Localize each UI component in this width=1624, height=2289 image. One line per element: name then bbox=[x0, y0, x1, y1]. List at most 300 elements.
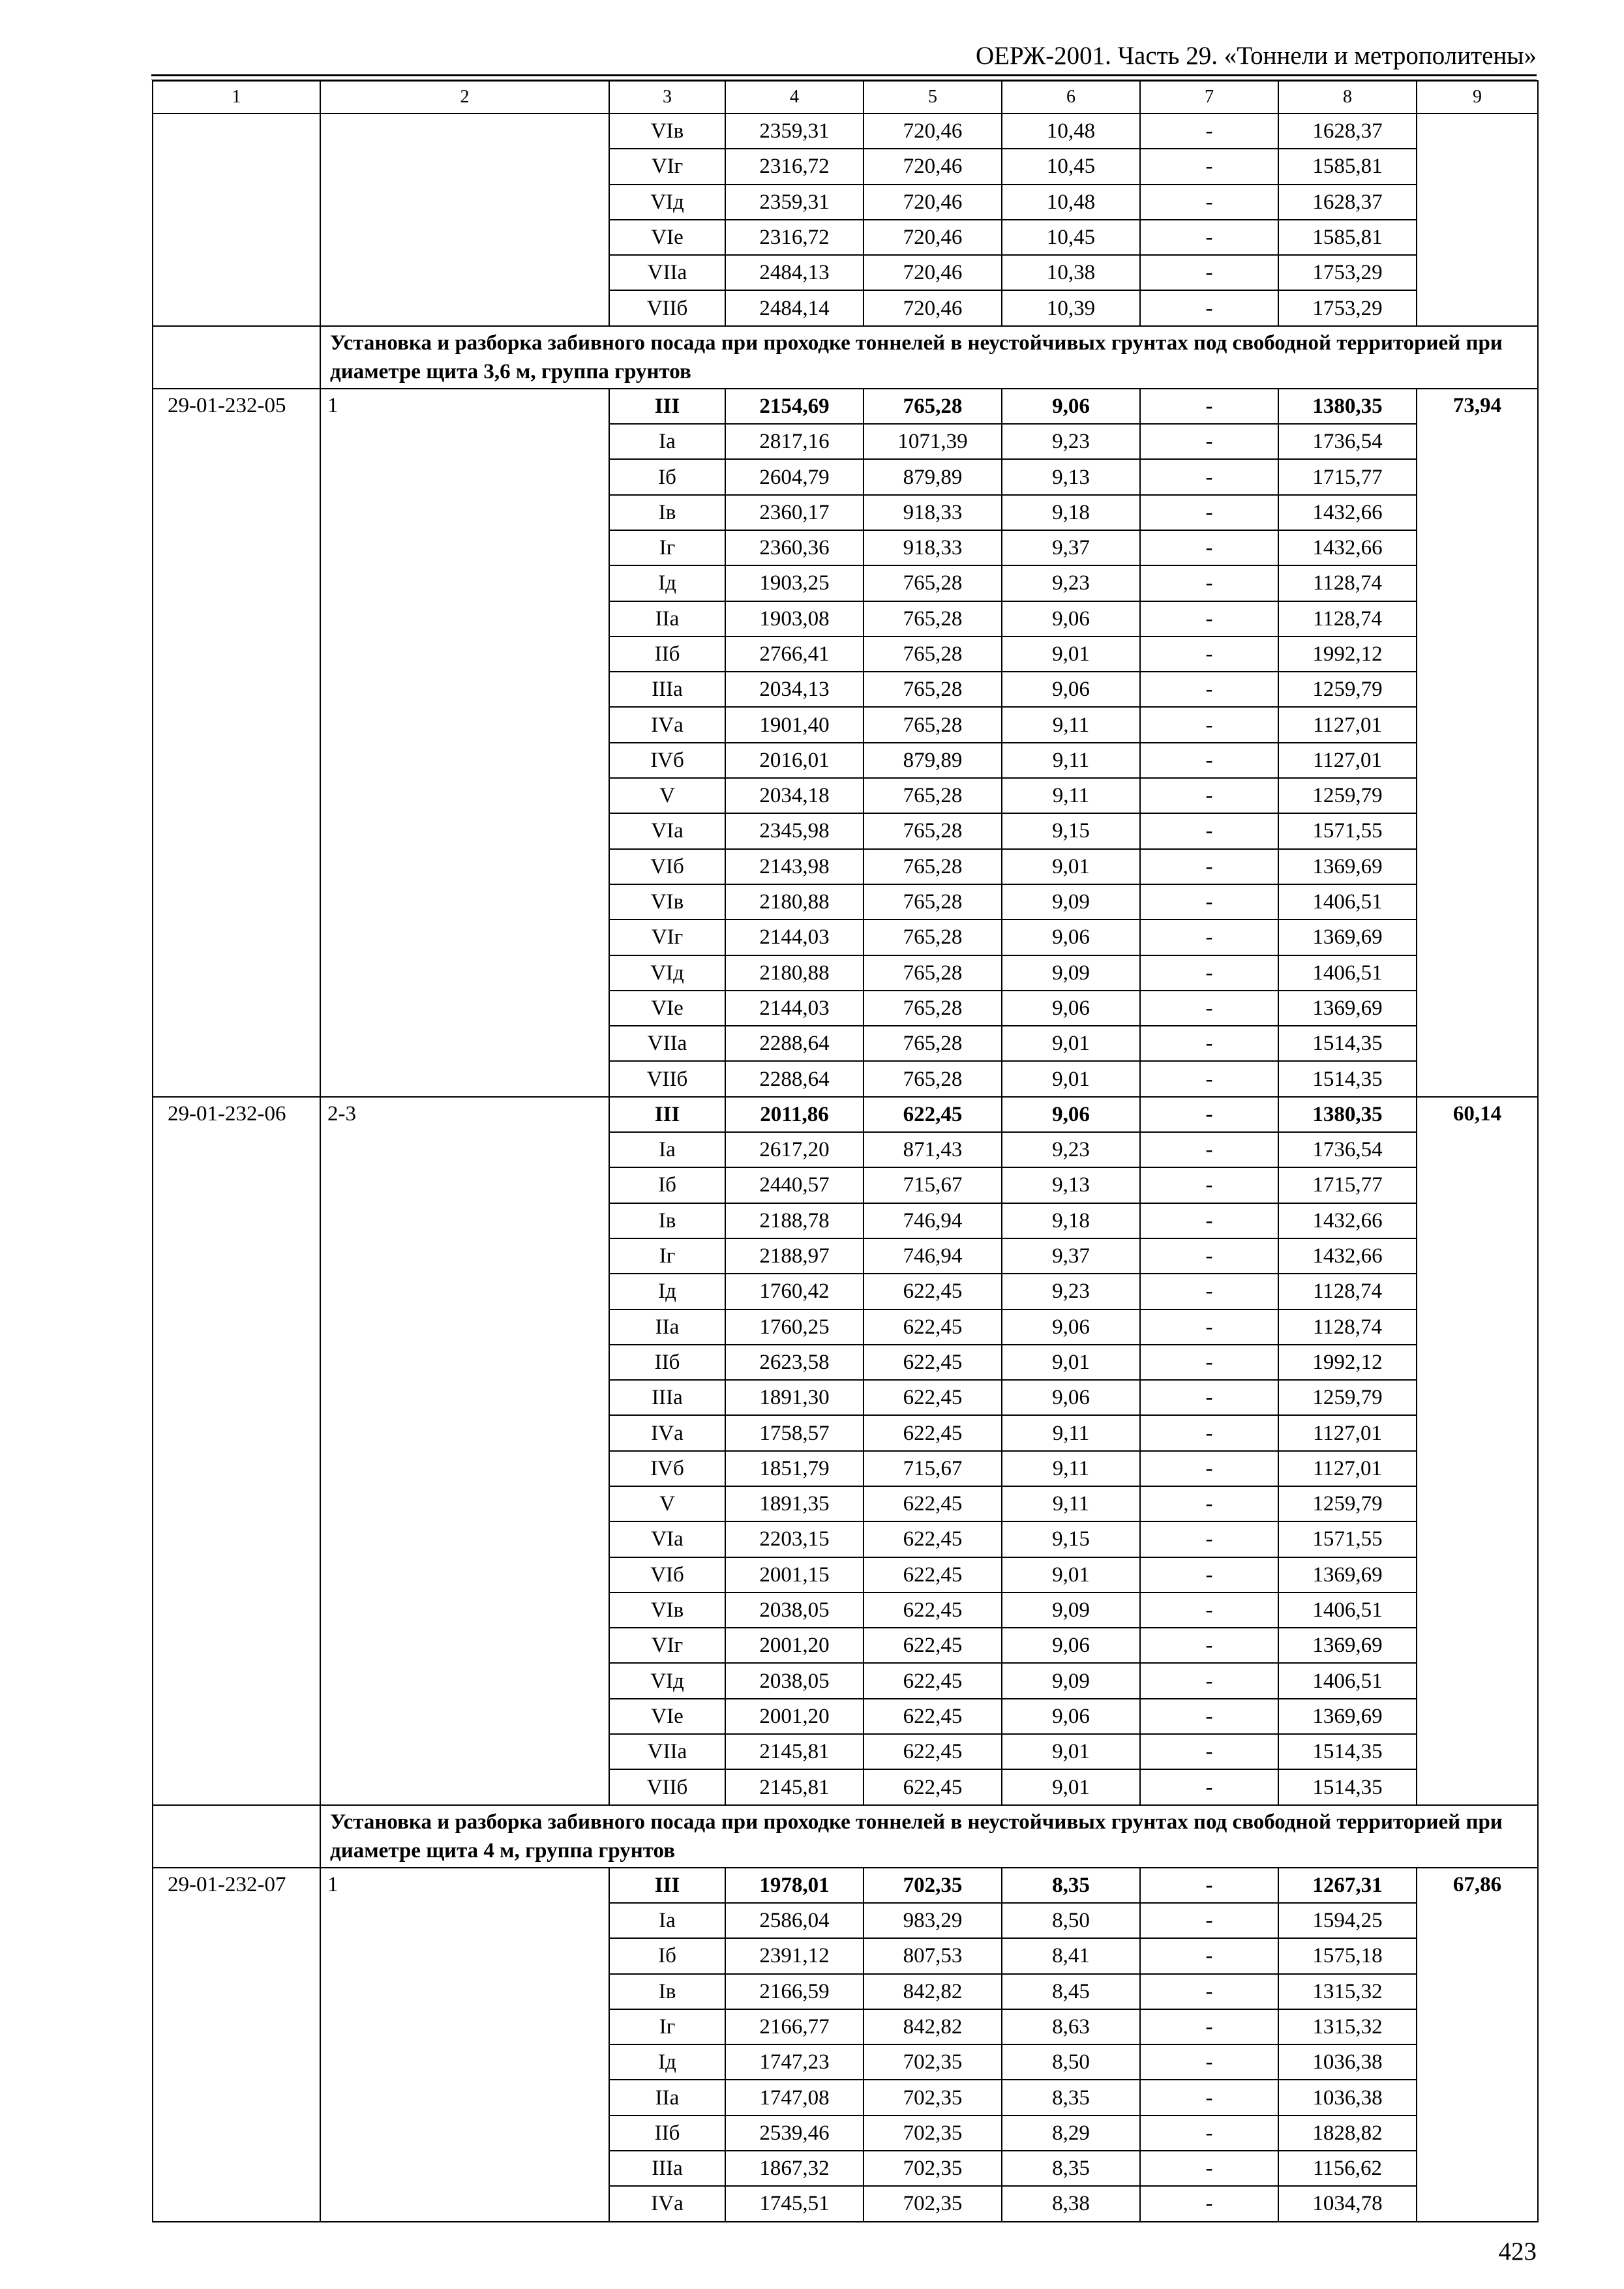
table-cell: 1127,01 bbox=[1278, 1451, 1417, 1486]
table-cell: Iд bbox=[609, 565, 725, 601]
table-cell: 9,01 bbox=[1002, 1734, 1140, 1769]
table-cell: VIв bbox=[609, 1593, 725, 1628]
table-cell: 1259,79 bbox=[1278, 778, 1417, 813]
table-cell: - bbox=[1140, 185, 1278, 220]
table-cell: 1432,66 bbox=[1278, 530, 1417, 565]
table-cell: - bbox=[1140, 1415, 1278, 1450]
table-cell: Iв bbox=[609, 495, 725, 530]
table-cell: VIа bbox=[609, 1521, 725, 1557]
table-cell: 2345,98 bbox=[725, 813, 864, 848]
table-cell: 1432,66 bbox=[1278, 495, 1417, 530]
column-number: 4 bbox=[725, 81, 864, 113]
table-cell: - bbox=[1140, 290, 1278, 325]
table-cell: 9,18 bbox=[1002, 495, 1140, 530]
table-row bbox=[153, 113, 1538, 149]
section-row bbox=[153, 326, 1538, 389]
rates-table bbox=[152, 80, 1539, 2222]
table-cell: - bbox=[1140, 1486, 1278, 1521]
table-row bbox=[153, 1868, 1538, 1903]
table-cell: 1127,01 bbox=[1278, 707, 1417, 742]
table-cell: 1594,25 bbox=[1278, 1903, 1417, 1938]
table-cell: Iг bbox=[609, 2009, 725, 2044]
table-cell: 1380,35 bbox=[1278, 1097, 1417, 1132]
table-cell: - bbox=[1140, 1238, 1278, 1274]
table-cell: 2484,14 bbox=[725, 290, 864, 325]
table-cell: - bbox=[1140, 255, 1278, 290]
table-cell: 2038,05 bbox=[725, 1593, 864, 1628]
table-cell: 1992,12 bbox=[1278, 1345, 1417, 1380]
table-cell: VIв bbox=[609, 113, 725, 149]
table-cell: 765,28 bbox=[864, 601, 1002, 636]
table-cell: 9,23 bbox=[1002, 1274, 1140, 1309]
table-cell: 9,18 bbox=[1002, 1203, 1140, 1238]
table-cell: 8,63 bbox=[1002, 2009, 1140, 2044]
table-cell: 9,11 bbox=[1002, 778, 1140, 813]
section-title: Установка и разборка забивного посада при проходке тоннелей в неустойчивых грунтах под свободной территорией при диаметре щита 4 м, группа грунтов bbox=[320, 1805, 1538, 1868]
table-cell: 1128,74 bbox=[1278, 1274, 1417, 1309]
table-cell: - bbox=[1140, 2009, 1278, 2044]
table-cell: 9,09 bbox=[1002, 955, 1140, 991]
table-cell: 1715,77 bbox=[1278, 1167, 1417, 1203]
table-cell: 622,45 bbox=[864, 1699, 1002, 1734]
table-cell: - bbox=[1140, 672, 1278, 707]
table-cell: 1315,32 bbox=[1278, 1974, 1417, 2009]
table-cell: - bbox=[1140, 2116, 1278, 2151]
section-title: Установка и разборка забивного посада при проходке тоннелей в неустойчивых грунтах под свободной территорией при диаметре щита 3,6 м, группа грунтов bbox=[320, 326, 1538, 389]
table-cell: 2203,15 bbox=[725, 1521, 864, 1557]
table-cell: 8,35 bbox=[1002, 2151, 1140, 2186]
table-row bbox=[153, 389, 1538, 424]
table-cell: 1259,79 bbox=[1278, 1486, 1417, 1521]
table-cell: Iб bbox=[609, 1167, 725, 1203]
table-cell: 1369,69 bbox=[1278, 991, 1417, 1026]
table-cell: 9,06 bbox=[1002, 1380, 1140, 1415]
table-cell: 9,15 bbox=[1002, 1521, 1140, 1557]
table-cell: 765,28 bbox=[864, 672, 1002, 707]
table-cell: 1514,35 bbox=[1278, 1026, 1417, 1061]
table-cell: - bbox=[1140, 2044, 1278, 2080]
table-cell: - bbox=[1140, 884, 1278, 920]
table-cell: 842,82 bbox=[864, 1974, 1002, 2009]
table-cell: 622,45 bbox=[864, 1521, 1002, 1557]
table-cell: 2188,78 bbox=[725, 1203, 864, 1238]
table-cell: 2154,69 bbox=[725, 389, 864, 424]
table-cell: VIв bbox=[609, 884, 725, 920]
table-cell: 2034,13 bbox=[725, 672, 864, 707]
table-cell: - bbox=[1140, 1026, 1278, 1061]
table-cell: 1585,81 bbox=[1278, 220, 1417, 255]
table-cell: - bbox=[1140, 530, 1278, 565]
table-cell: 1036,38 bbox=[1278, 2044, 1417, 2080]
table-cell: 8,50 bbox=[1002, 1903, 1140, 1938]
table-cell: IIа bbox=[609, 601, 725, 636]
table-cell: 1903,08 bbox=[725, 601, 864, 636]
table-cell: 10,45 bbox=[1002, 149, 1140, 184]
table-cell: - bbox=[1140, 459, 1278, 494]
table-cell: 8,35 bbox=[1002, 2080, 1140, 2115]
table-cell: Iб bbox=[609, 459, 725, 494]
table-cell: 765,28 bbox=[864, 849, 1002, 884]
table-cell: - bbox=[1140, 955, 1278, 991]
table-cell: 2001,20 bbox=[725, 1699, 864, 1734]
table-cell: - bbox=[1140, 1938, 1278, 1973]
table-cell: 9,06 bbox=[1002, 920, 1140, 955]
table-cell: - bbox=[1140, 1309, 1278, 1345]
table-cell: 715,67 bbox=[864, 1451, 1002, 1486]
table-cell: 871,43 bbox=[864, 1132, 1002, 1167]
table-cell: - bbox=[1140, 2151, 1278, 2186]
table-cell: 1745,51 bbox=[725, 2186, 864, 2221]
table-cell: 622,45 bbox=[864, 1097, 1002, 1132]
table-cell: Iд bbox=[609, 1274, 725, 1309]
table-cell: 702,35 bbox=[864, 2080, 1002, 2115]
table-cell: 1867,32 bbox=[725, 2151, 864, 2186]
table-cell: 9,06 bbox=[1002, 1097, 1140, 1132]
table-cell: - bbox=[1140, 149, 1278, 184]
table-cell: 9,06 bbox=[1002, 601, 1140, 636]
table-cell: 720,46 bbox=[864, 113, 1002, 149]
table-cell: 1753,29 bbox=[1278, 255, 1417, 290]
table-cell: 9,06 bbox=[1002, 1309, 1140, 1345]
table-cell: Iв bbox=[609, 1203, 725, 1238]
table-cell: VIIб bbox=[609, 290, 725, 325]
table-cell: 1369,69 bbox=[1278, 920, 1417, 955]
table-cell: - bbox=[1140, 1769, 1278, 1804]
table-cell: 9,11 bbox=[1002, 1415, 1140, 1450]
table-cell: Iа bbox=[609, 1132, 725, 1167]
table-cell: - bbox=[1140, 1699, 1278, 1734]
column-number-row bbox=[153, 81, 1538, 113]
table-cell: Iг bbox=[609, 530, 725, 565]
table-cell: 9,01 bbox=[1002, 1345, 1140, 1380]
table-cell: 765,28 bbox=[864, 778, 1002, 813]
soil-group bbox=[320, 113, 609, 326]
table-cell: 1127,01 bbox=[1278, 1415, 1417, 1450]
table-cell: VIIа bbox=[609, 1734, 725, 1769]
table-cell: 9,37 bbox=[1002, 1238, 1140, 1274]
table-cell: 9,11 bbox=[1002, 1451, 1140, 1486]
table-cell: - bbox=[1140, 1132, 1278, 1167]
table-cell: - bbox=[1140, 743, 1278, 778]
table-cell: 10,45 bbox=[1002, 220, 1140, 255]
table-cell: 9,37 bbox=[1002, 530, 1140, 565]
section-spacer bbox=[153, 1805, 320, 1868]
table-cell: 702,35 bbox=[864, 1868, 1002, 1903]
table-cell: Iв bbox=[609, 1974, 725, 2009]
table-cell: 765,28 bbox=[864, 707, 1002, 742]
table-cell: 1406,51 bbox=[1278, 1663, 1417, 1698]
table-cell: 702,35 bbox=[864, 2186, 1002, 2221]
table-cell: IIIа bbox=[609, 1380, 725, 1415]
table-cell: 1406,51 bbox=[1278, 884, 1417, 920]
table-cell: Iа bbox=[609, 1903, 725, 1938]
table-cell: - bbox=[1140, 1903, 1278, 1938]
table-cell: IIIа bbox=[609, 672, 725, 707]
table-cell: 720,46 bbox=[864, 149, 1002, 184]
coefficient: 73,94 bbox=[1417, 389, 1538, 1097]
table-cell: Iд bbox=[609, 2044, 725, 2080]
table-cell: 715,67 bbox=[864, 1167, 1002, 1203]
table-cell: 1156,62 bbox=[1278, 2151, 1417, 2186]
table-cell: - bbox=[1140, 2080, 1278, 2115]
table-cell: Iг bbox=[609, 1238, 725, 1274]
table-cell: Iб bbox=[609, 1938, 725, 1973]
table-cell: IIб bbox=[609, 1345, 725, 1380]
table-cell: 1736,54 bbox=[1278, 1132, 1417, 1167]
table-cell: VIд bbox=[609, 955, 725, 991]
table-cell: VIIб bbox=[609, 1769, 725, 1804]
rate-code bbox=[153, 113, 320, 326]
table-cell: 1585,81 bbox=[1278, 149, 1417, 184]
table-cell: VIе bbox=[609, 1699, 725, 1734]
soil-group: 2-3 bbox=[320, 1097, 609, 1805]
table-cell: VIIа bbox=[609, 1026, 725, 1061]
table-cell: 2011,86 bbox=[725, 1097, 864, 1132]
table-cell: 1071,39 bbox=[864, 424, 1002, 459]
table-cell: IVа bbox=[609, 2186, 725, 2221]
coefficient: 67,86 bbox=[1417, 1868, 1538, 2222]
table-cell: 720,46 bbox=[864, 220, 1002, 255]
table-cell: 2623,58 bbox=[725, 1345, 864, 1380]
table-cell: 2034,18 bbox=[725, 778, 864, 813]
table-cell: 1903,25 bbox=[725, 565, 864, 601]
table-cell: 622,45 bbox=[864, 1593, 1002, 1628]
table-cell: 2143,98 bbox=[725, 849, 864, 884]
table-cell: - bbox=[1140, 389, 1278, 424]
table-cell: IIа bbox=[609, 1309, 725, 1345]
table-cell: 1406,51 bbox=[1278, 955, 1417, 991]
table-cell: 2166,77 bbox=[725, 2009, 864, 2044]
table-cell: 1406,51 bbox=[1278, 1593, 1417, 1628]
table-cell: 1828,82 bbox=[1278, 2116, 1417, 2151]
table-cell: VIг bbox=[609, 1628, 725, 1663]
table-cell: 918,33 bbox=[864, 530, 1002, 565]
table-cell: 2316,72 bbox=[725, 149, 864, 184]
table-cell: 1760,42 bbox=[725, 1274, 864, 1309]
table-cell: 2166,59 bbox=[725, 1974, 864, 2009]
column-number: 6 bbox=[1002, 81, 1140, 113]
table-cell: 1753,29 bbox=[1278, 290, 1417, 325]
table-cell: 746,94 bbox=[864, 1238, 1002, 1274]
table-cell: 622,45 bbox=[864, 1380, 1002, 1415]
table-cell: 1259,79 bbox=[1278, 672, 1417, 707]
table-cell: 807,53 bbox=[864, 1938, 1002, 1973]
table-cell: 720,46 bbox=[864, 185, 1002, 220]
coefficient: 60,14 bbox=[1417, 1097, 1538, 1805]
table-cell: 2288,64 bbox=[725, 1026, 864, 1061]
table-cell: 8,35 bbox=[1002, 1868, 1140, 1903]
table-cell: 2360,17 bbox=[725, 495, 864, 530]
table-cell: 9,09 bbox=[1002, 884, 1140, 920]
table-cell: IVб bbox=[609, 1451, 725, 1486]
table-cell: - bbox=[1140, 565, 1278, 601]
table-cell: 10,38 bbox=[1002, 255, 1140, 290]
table-cell: VIIб bbox=[609, 1061, 725, 1096]
soil-group: 1 bbox=[320, 1868, 609, 2222]
table-cell: 702,35 bbox=[864, 2116, 1002, 2151]
table-cell: 9,15 bbox=[1002, 813, 1140, 848]
table-cell: 9,23 bbox=[1002, 1132, 1140, 1167]
table-cell: 842,82 bbox=[864, 2009, 1002, 2044]
table-cell: 8,41 bbox=[1002, 1938, 1140, 1973]
table-cell: - bbox=[1140, 1734, 1278, 1769]
table-cell: 2539,46 bbox=[725, 2116, 864, 2151]
table-cell: 1891,30 bbox=[725, 1380, 864, 1415]
table-cell: 2001,15 bbox=[725, 1557, 864, 1593]
table-cell: VIа bbox=[609, 813, 725, 848]
rate-code: 29-01-232-05 bbox=[153, 389, 320, 1097]
table-cell: VIIа bbox=[609, 255, 725, 290]
table-cell: 1380,35 bbox=[1278, 389, 1417, 424]
table-cell: III bbox=[609, 1097, 725, 1132]
table-cell: - bbox=[1140, 1628, 1278, 1663]
table-cell: 9,06 bbox=[1002, 1628, 1140, 1663]
table-cell: 702,35 bbox=[864, 2044, 1002, 2080]
table-cell: 622,45 bbox=[864, 1663, 1002, 1698]
table-cell: 1992,12 bbox=[1278, 636, 1417, 672]
table-cell: 1315,32 bbox=[1278, 2009, 1417, 2044]
table-cell: 1758,57 bbox=[725, 1415, 864, 1450]
column-number: 9 bbox=[1417, 81, 1538, 113]
table-cell: VIд bbox=[609, 185, 725, 220]
table-cell: 983,29 bbox=[864, 1903, 1002, 1938]
table-cell: 2484,13 bbox=[725, 255, 864, 290]
table-cell: 8,50 bbox=[1002, 2044, 1140, 2080]
table-cell: 1891,35 bbox=[725, 1486, 864, 1521]
table-cell: 1127,01 bbox=[1278, 743, 1417, 778]
table-cell: 622,45 bbox=[864, 1345, 1002, 1380]
table-cell: VIг bbox=[609, 920, 725, 955]
table-cell: - bbox=[1140, 1593, 1278, 1628]
table-cell: - bbox=[1140, 1274, 1278, 1309]
table-cell: 2016,01 bbox=[725, 743, 864, 778]
table-cell: 622,45 bbox=[864, 1769, 1002, 1804]
table-cell: 8,45 bbox=[1002, 1974, 1140, 2009]
table-cell: - bbox=[1140, 1521, 1278, 1557]
table-cell: - bbox=[1140, 813, 1278, 848]
table-cell: 2288,64 bbox=[725, 1061, 864, 1096]
table-cell: - bbox=[1140, 1451, 1278, 1486]
table-cell: - bbox=[1140, 113, 1278, 149]
table-cell: 2144,03 bbox=[725, 920, 864, 955]
table-cell: 2145,81 bbox=[725, 1769, 864, 1804]
table-cell: 1628,37 bbox=[1278, 185, 1417, 220]
table-cell: 622,45 bbox=[864, 1557, 1002, 1593]
table-cell: 1760,25 bbox=[725, 1309, 864, 1345]
table-cell: 1432,66 bbox=[1278, 1203, 1417, 1238]
table-cell: 2359,31 bbox=[725, 113, 864, 149]
table-cell: - bbox=[1140, 1061, 1278, 1096]
table-cell: 9,06 bbox=[1002, 991, 1140, 1026]
table-cell: 9,23 bbox=[1002, 424, 1140, 459]
table-cell: - bbox=[1140, 636, 1278, 672]
column-number: 2 bbox=[320, 81, 609, 113]
table-cell: 9,01 bbox=[1002, 849, 1140, 884]
table-cell: VIе bbox=[609, 991, 725, 1026]
table-cell: - bbox=[1140, 1557, 1278, 1593]
table-cell: 1369,69 bbox=[1278, 849, 1417, 884]
table-cell: VIг bbox=[609, 149, 725, 184]
table-cell: 765,28 bbox=[864, 636, 1002, 672]
table-cell: 765,28 bbox=[864, 389, 1002, 424]
table-cell: 2188,97 bbox=[725, 1238, 864, 1274]
table-cell: 1369,69 bbox=[1278, 1699, 1417, 1734]
table-cell: 765,28 bbox=[864, 884, 1002, 920]
table-cell: 9,01 bbox=[1002, 1061, 1140, 1096]
table-cell: 2617,20 bbox=[725, 1132, 864, 1167]
table-cell: 765,28 bbox=[864, 955, 1002, 991]
table-cell: 1034,78 bbox=[1278, 2186, 1417, 2221]
table-cell: 2586,04 bbox=[725, 1903, 864, 1938]
table-cell: 765,28 bbox=[864, 813, 1002, 848]
table-cell: 2604,79 bbox=[725, 459, 864, 494]
table-cell: 622,45 bbox=[864, 1486, 1002, 1521]
table-cell: 702,35 bbox=[864, 2151, 1002, 2186]
table-cell: - bbox=[1140, 778, 1278, 813]
table-cell: 9,11 bbox=[1002, 1486, 1140, 1521]
table-cell: Iа bbox=[609, 424, 725, 459]
table-cell: 8,38 bbox=[1002, 2186, 1140, 2221]
table-cell: III bbox=[609, 1868, 725, 1903]
table-cell: - bbox=[1140, 1097, 1278, 1132]
table-cell: III bbox=[609, 389, 725, 424]
table-cell: 2144,03 bbox=[725, 991, 864, 1026]
table-cell: 1571,55 bbox=[1278, 813, 1417, 848]
table-cell: 2180,88 bbox=[725, 884, 864, 920]
table-cell: 1369,69 bbox=[1278, 1628, 1417, 1663]
table-cell: 1747,23 bbox=[725, 2044, 864, 2080]
table-cell: 765,28 bbox=[864, 920, 1002, 955]
table-cell: 1514,35 bbox=[1278, 1734, 1417, 1769]
table-cell: 622,45 bbox=[864, 1274, 1002, 1309]
table-cell: - bbox=[1140, 707, 1278, 742]
table-cell: 2001,20 bbox=[725, 1628, 864, 1663]
table-cell: 9,23 bbox=[1002, 565, 1140, 601]
page-header: ОЕРЖ-2001. Часть 29. «Тоннели и метрополитены» bbox=[151, 38, 1537, 76]
table-cell: 10,48 bbox=[1002, 113, 1140, 149]
table-cell: 765,28 bbox=[864, 991, 1002, 1026]
table-cell: 8,29 bbox=[1002, 2116, 1140, 2151]
column-number: 7 bbox=[1140, 81, 1278, 113]
table-cell: 879,89 bbox=[864, 743, 1002, 778]
table-cell: 1259,79 bbox=[1278, 1380, 1417, 1415]
table-cell: - bbox=[1140, 1380, 1278, 1415]
rate-code: 29-01-232-06 bbox=[153, 1097, 320, 1805]
table-cell: 1432,66 bbox=[1278, 1238, 1417, 1274]
table-body bbox=[153, 81, 1538, 2222]
table-cell: 10,39 bbox=[1002, 290, 1140, 325]
table-cell: 1128,74 bbox=[1278, 601, 1417, 636]
table-cell: 9,01 bbox=[1002, 1026, 1140, 1061]
table-cell: 9,01 bbox=[1002, 636, 1140, 672]
table-cell: 9,13 bbox=[1002, 1167, 1140, 1203]
table-cell: 1628,37 bbox=[1278, 113, 1417, 149]
table-cell: IIб bbox=[609, 636, 725, 672]
table-cell: - bbox=[1140, 1167, 1278, 1203]
table-cell: 2316,72 bbox=[725, 220, 864, 255]
table-cell: 1978,01 bbox=[725, 1868, 864, 1903]
table-cell: 2440,57 bbox=[725, 1167, 864, 1203]
table-cell: - bbox=[1140, 920, 1278, 955]
table-cell: 765,28 bbox=[864, 565, 1002, 601]
table-cell: 9,09 bbox=[1002, 1593, 1140, 1628]
table-cell: - bbox=[1140, 424, 1278, 459]
table-cell: 1736,54 bbox=[1278, 424, 1417, 459]
table-cell: 720,46 bbox=[864, 255, 1002, 290]
table-cell: 765,28 bbox=[864, 1061, 1002, 1096]
table-cell: V bbox=[609, 1486, 725, 1521]
table-cell: 1851,79 bbox=[725, 1451, 864, 1486]
